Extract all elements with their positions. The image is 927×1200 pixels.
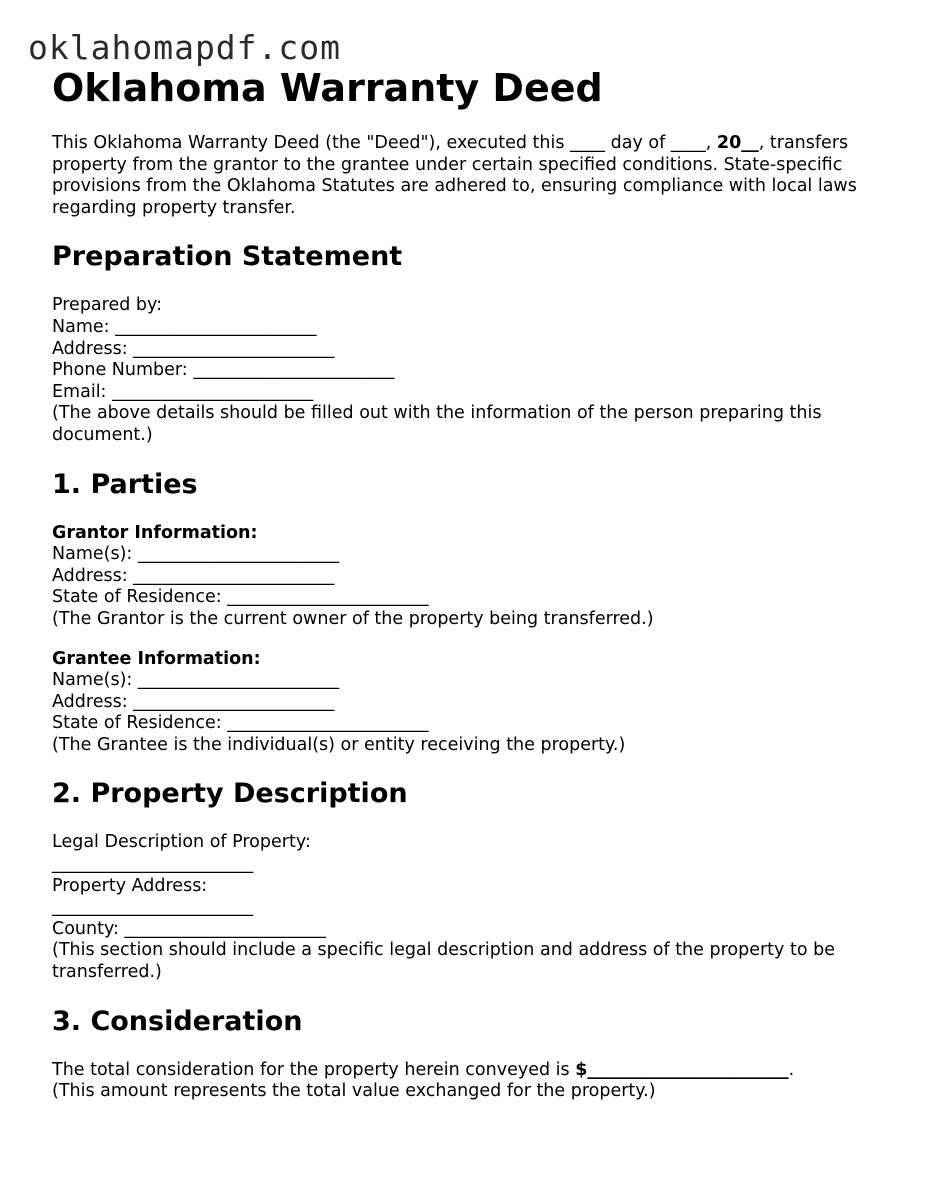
- grantor-state-field[interactable]: State of Residence: _______________________: [52, 587, 429, 608]
- grantor-names-field[interactable]: Name(s): _______________________: [52, 544, 340, 565]
- grantee-label: Grantee Information:: [52, 648, 261, 669]
- property-address-field[interactable]: _______________________: [52, 897, 254, 918]
- grantor-block: [52, 523, 892, 631]
- grantee-names-field[interactable]: Name(s): _______________________: [52, 670, 340, 691]
- prepared-by-label: Prepared by:: [52, 295, 162, 316]
- county-field[interactable]: County: _______________________: [52, 918, 326, 939]
- legal-description-label: Legal Description of Property:: [52, 832, 311, 853]
- grantee-state-field[interactable]: State of Residence: _______________________: [52, 713, 429, 734]
- document-title: Oklahoma Warranty Deed: [52, 66, 603, 110]
- consideration-block: [52, 1060, 892, 1103]
- document-body: [52, 64, 892, 1103]
- grantor-note: (The Grantor is the current owner of the property being transferred.): [52, 608, 654, 629]
- intro-year: 20__: [716, 133, 759, 153]
- consideration-period: .: [788, 1059, 795, 1080]
- parties-heading: 1. Parties: [52, 468, 198, 500]
- intro-paragraph: [52, 133, 892, 219]
- preparation-note: (The above details should be filled out with the information of the person preparing this document.): [52, 403, 822, 445]
- grantor-label: Grantor Information:: [52, 522, 258, 543]
- consideration-note: (This amount represents the total value exchanged for the property.): [52, 1081, 656, 1102]
- grantee-block: [52, 649, 892, 757]
- consideration-line: [52, 1060, 892, 1082]
- consideration-heading: 3. Consideration: [52, 1005, 303, 1037]
- preparation-heading: Preparation Statement: [52, 241, 403, 273]
- site-watermark: oklahomapdf.com: [28, 28, 342, 67]
- property-block: [52, 832, 892, 983]
- property-heading: 2. Property Description: [52, 778, 408, 810]
- grantee-address-field[interactable]: Address: _______________________: [52, 691, 335, 712]
- intro-text-start: This Oklahoma Warranty Deed (the "Deed"), executed this ____ day of ____,: [52, 133, 717, 153]
- legal-description-field[interactable]: _______________________: [52, 854, 254, 875]
- preparation-block: [52, 295, 892, 446]
- property-note: (This section should include a specific legal description and address of the property to be transferred.): [52, 940, 835, 983]
- preparer-address-field[interactable]: Address: _______________________: [52, 338, 335, 359]
- consideration-amount-field[interactable]: $_______________________: [575, 1059, 789, 1080]
- grantor-address-field[interactable]: Address: _______________________: [52, 565, 335, 586]
- consideration-text: The total consideration for the property herein conveyed is: [52, 1059, 576, 1080]
- grantee-note: (The Grantee is the individual(s) or entity receiving the property.): [52, 734, 626, 755]
- preparer-name-field[interactable]: Name: _______________________: [52, 316, 317, 337]
- preparer-email-field[interactable]: Email: _______________________: [52, 381, 314, 402]
- preparer-phone-field[interactable]: Phone Number: _______________________: [52, 360, 395, 381]
- intro-text-end: , transfers property from the grantor to the grantee under certain specified conditions. State-specific provisions from the Oklahoma Statutes are adhered to, ensuring compliance with local laws regarding property transfer.: [52, 133, 857, 218]
- property-address-label: Property Address:: [52, 875, 208, 896]
